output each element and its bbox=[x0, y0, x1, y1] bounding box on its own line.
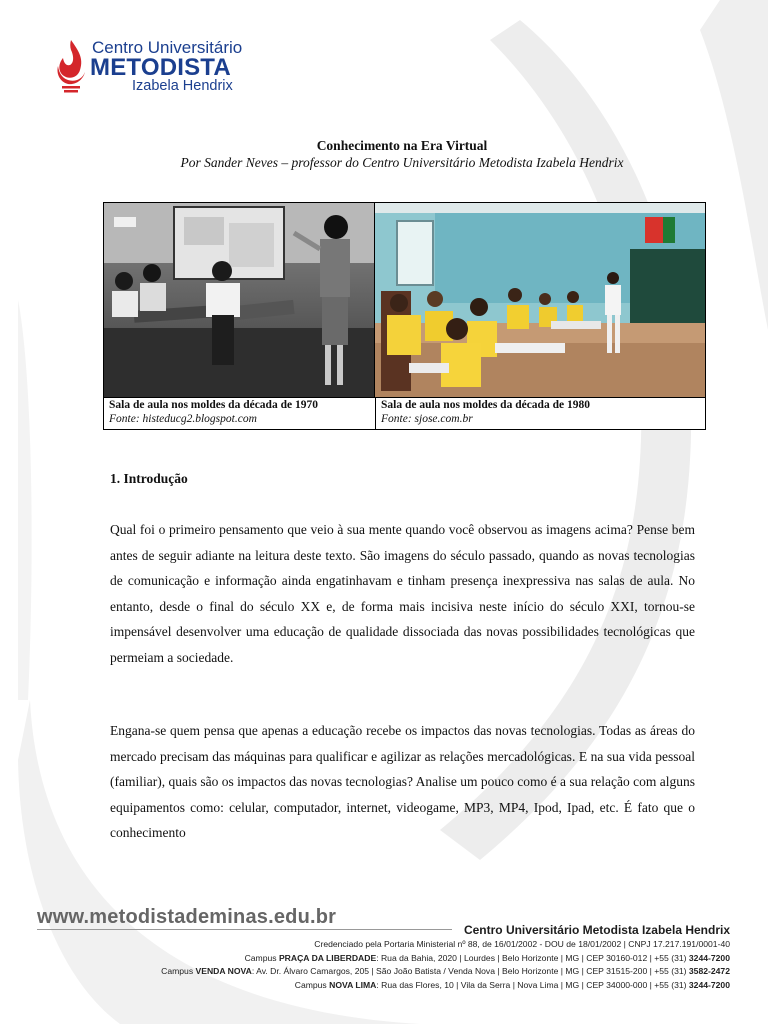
logo-line-1: Centro Universitário bbox=[92, 38, 243, 57]
caption-title: Sala de aula nos moldes da década de 1980 bbox=[381, 399, 590, 411]
caption-source: Fonte: sjose.com.br bbox=[381, 413, 473, 425]
university-logo bbox=[52, 36, 252, 100]
footer-campus-nova-lima: Campus NOVA LIMA: Rua das Flores, 10 | Vila da Serra | Nova Lima | MG | CEP 34000-000 | +55 (31) 3244-7200 bbox=[294, 979, 730, 990]
document-byline: Por Sander Neves – professor do Centro Universitário Metodista Izabela Hendrix bbox=[180, 155, 624, 170]
body-paragraph: Qual foi o primeiro pensamento que veio à sua mente quando você observou as imagens acima? Pense bem antes de seguir adiante na leitura deste texto. São imagens do século passado, quando as novas tecnologias de comunicação e informação ainda engatinhavam e tinham presença inexpressiva nas salas de aula. No entanto, desde o final do século XX e, de forma mais incisiva neste início do século XXI, tornou-se impensável desenvolver uma educação de qualidade dissociada das novas possibilidades tecnológicas que permeiam a sociedade. bbox=[110, 522, 695, 665]
document-header bbox=[100, 137, 704, 172]
logo-line-3: Izabela Hendrix bbox=[132, 78, 233, 94]
caption-source: Fonte: histeducg2.blogspot.com bbox=[109, 413, 257, 425]
footer-website-url[interactable]: www.metodistademinas.edu.br bbox=[37, 906, 337, 928]
logo-line-2: METODISTA bbox=[90, 54, 231, 81]
figure-caption-1980 bbox=[375, 398, 706, 429]
footer-contact-block bbox=[70, 922, 730, 992]
body-paragraph: Engana-se quem pensa que apenas a educação recebe os impactos das novas tecnologias. Todas as áreas do mercado precisam das máquinas para qualificar e agilizar as relações mercadológicas. E na sua vida pessoal (familiar), quais são os impactos das novas tecnologias? Analise um pouco como é a sua relação com alguns equipamentos como: celular, computador, internet, videogame, MP3, MP4, Ipod, Ipad, etc. É fato que o conhecimento bbox=[110, 723, 695, 840]
footer-campus-venda-nova: Campus VENDA NOVA: Av. Dr. Álvaro Camargos, 205 | São João Batista / Venda Nova | Belo Horizonte | MG | CEP 31515-200 | +55 (31) 3582-2472 bbox=[161, 966, 730, 976]
caption-title: Sala de aula nos moldes da década de 1970 bbox=[109, 399, 318, 411]
footer-accreditation: Credenciado pela Portaria Ministerial nº 88, de 16/01/2002 - DOU de 18/01/2002 | CNPJ 17.217.191/0001-40 bbox=[314, 939, 730, 949]
flame-icon bbox=[52, 36, 90, 94]
footer-organization: Centro Universitário Metodista Izabela Hendrix bbox=[463, 923, 730, 937]
classroom-1980-photo bbox=[375, 203, 705, 398]
figure-table bbox=[103, 202, 706, 430]
classroom-1970-photo bbox=[104, 203, 375, 398]
figure-caption-1970 bbox=[104, 398, 374, 426]
footer-campus-praca: Campus PRAÇA DA LIBERDADE: Rua da Bahia, 2020 | Lourdes | Belo Horizonte | MG | CEP 30160-012 | +55 (31) 3244-7200 bbox=[244, 952, 730, 963]
section-heading: 1. Introdução bbox=[110, 471, 188, 486]
document-title: Conhecimento na Era Virtual bbox=[316, 138, 488, 153]
